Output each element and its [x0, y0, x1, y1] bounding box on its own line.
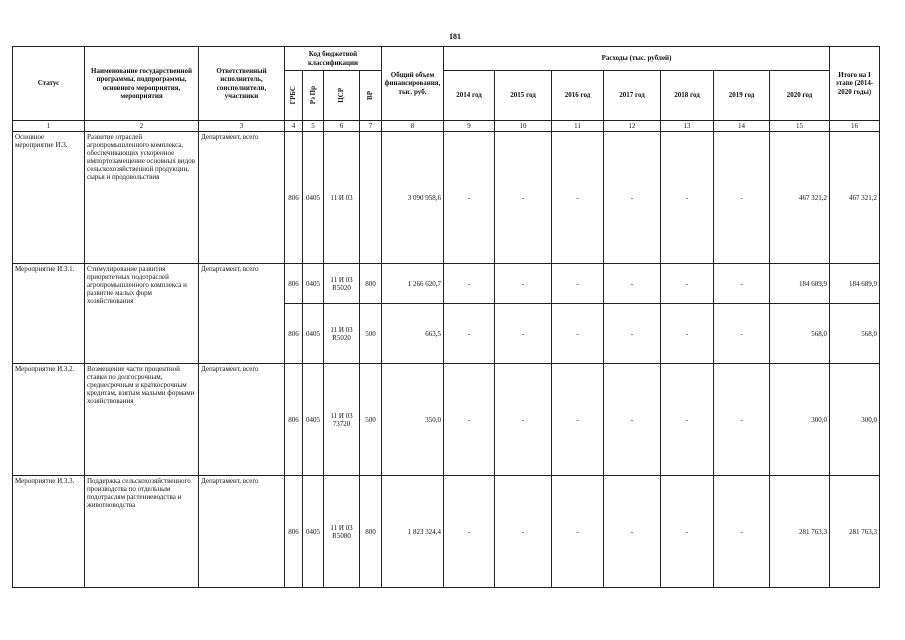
row-grbs: 806 [285, 364, 303, 476]
col-num: 11 [552, 121, 604, 132]
row-responsible: Департамент, всего [199, 264, 285, 364]
row-grbs: 806 [285, 264, 303, 304]
row-rzpr: 0405 [303, 264, 324, 304]
col-num: 9 [444, 121, 495, 132]
header-year-2020: 2020 год [770, 71, 830, 121]
row-responsible: Департамент, всего [199, 132, 285, 264]
col-num: 15 [770, 121, 830, 132]
row-grbs: 806 [285, 304, 303, 364]
row-stage: 184 689,9 [830, 264, 880, 304]
row-vr: 800 [360, 264, 382, 304]
header-year-2017: 2017 год [604, 71, 661, 121]
row-y2016: - [552, 264, 604, 304]
row-y2017: - [604, 364, 661, 476]
col-num: 13 [661, 121, 714, 132]
table-row [13, 364, 880, 476]
row-name: Возмещение части процентной ставки по долгосрочным, среднесрочным и краткосрочным кредитам, взятым малыми формами хозяйствования [85, 364, 199, 476]
row-stage: 568,0 [830, 304, 880, 364]
row-y2017: - [604, 476, 661, 588]
col-num: 16 [830, 121, 880, 132]
table-row [13, 476, 880, 588]
row-name: Поддержка сельскохозяйственного производства по отдельным подотраслям растениеводства и животноводства [85, 476, 199, 588]
page-number: 181 [449, 32, 461, 41]
row-y2016: - [552, 364, 604, 476]
row-responsible: Департамент, всего [199, 364, 285, 476]
row-csr: 11 И 03 R5020 [324, 304, 360, 364]
row-grbs: 806 [285, 476, 303, 588]
table-row [13, 132, 880, 264]
row-name: Стимулирование развития приоритетных подотраслей агропромышленного комплекса и развитие малых форм хозяйствования [85, 264, 199, 364]
row-status: Основное мероприятие И.3. [13, 132, 85, 264]
row-y2017: - [604, 132, 661, 264]
row-y2014: - [444, 364, 495, 476]
header-year-2014: 2014 год [444, 71, 495, 121]
row-y2014: - [444, 264, 495, 304]
header-rzpr: Рз Пр [303, 71, 324, 121]
row-total: 1 266 620,7 [382, 264, 444, 304]
col-num: 6 [324, 121, 360, 132]
row-csr: 11 И 03 [324, 132, 360, 264]
row-y2016: - [552, 304, 604, 364]
col-num: 7 [360, 121, 382, 132]
header-total-volume: Общий объем финансирования, тыс. руб. [382, 47, 444, 121]
row-vr: 500 [360, 304, 382, 364]
row-vr [360, 132, 382, 264]
row-y2017: - [604, 304, 661, 364]
table-row [13, 264, 880, 304]
row-y2020: 300,0 [770, 364, 830, 476]
header-grbs: ГРБС [285, 71, 303, 121]
col-num: 12 [604, 121, 661, 132]
row-y2016: - [552, 132, 604, 264]
row-y2019: - [714, 364, 770, 476]
col-num: 14 [714, 121, 770, 132]
header-expenses: Расходы (тыс. рублей) [444, 47, 830, 71]
row-status: Мероприятие И.3.1. [13, 264, 85, 364]
header-total-stage: Итого на I этапе (2014-2020 годы) [830, 47, 880, 121]
row-y2014: - [444, 476, 495, 588]
row-vr: 800 [360, 476, 382, 588]
header-status: Статус [13, 47, 85, 121]
row-csr: 11 И 03 73720 [324, 364, 360, 476]
header-year-2015: 2015 год [495, 71, 552, 121]
col-num: 8 [382, 121, 444, 132]
col-num: 2 [85, 121, 199, 132]
row-y2016: - [552, 476, 604, 588]
row-csr: 11 И 03 R5020 [324, 264, 360, 304]
row-y2018: - [661, 264, 714, 304]
col-num: 5 [303, 121, 324, 132]
header-csr: ЦСР [324, 71, 360, 121]
row-rzpr: 0405 [303, 476, 324, 588]
col-num: 10 [495, 121, 552, 132]
col-num: 4 [285, 121, 303, 132]
row-y2018: - [661, 132, 714, 264]
row-rzpr: 0405 [303, 364, 324, 476]
row-y2015: - [495, 476, 552, 588]
row-total: 1 823 324,4 [382, 476, 444, 588]
row-stage: 467 321,2 [830, 132, 880, 264]
row-total: 350,0 [382, 364, 444, 476]
header-year-2018: 2018 год [661, 71, 714, 121]
row-y2020: 467 321,2 [770, 132, 830, 264]
row-y2018: - [661, 476, 714, 588]
header-year-2019: 2019 год [714, 71, 770, 121]
row-csr: 11 И 03 R5080 [324, 476, 360, 588]
row-y2015: - [495, 304, 552, 364]
row-status: Мероприятие И.3.3. [13, 476, 85, 588]
row-stage: 281 763,3 [830, 476, 880, 588]
budget-table [12, 46, 880, 588]
row-y2018: - [661, 364, 714, 476]
row-name: Развитие отраслей агропромышленного комплекса, обеспечивающих ускоренное импортозамещение основных видов сельскохозяйственной продукции, сырья и продовольствия [85, 132, 199, 264]
row-y2018: - [661, 304, 714, 364]
header-name: Наименование государственной программы, подпрограммы, основного мероприятия, мероприятия [85, 47, 199, 121]
row-y2020: 568,0 [770, 304, 830, 364]
row-y2020: 281 763,3 [770, 476, 830, 588]
row-vr: 500 [360, 364, 382, 476]
row-y2019: - [714, 476, 770, 588]
row-y2015: - [495, 264, 552, 304]
row-y2017: - [604, 264, 661, 304]
row-y2019: - [714, 264, 770, 304]
row-responsible: Департамент, всего [199, 476, 285, 588]
row-y2015: - [495, 364, 552, 476]
row-rzpr: 0405 [303, 132, 324, 264]
row-y2014: - [444, 304, 495, 364]
row-rzpr: 0405 [303, 304, 324, 364]
header-budget-code: Код бюджетной классификации [285, 47, 382, 71]
row-total: 663,5 [382, 304, 444, 364]
row-y2015: - [495, 132, 552, 264]
row-y2019: - [714, 132, 770, 264]
header-vr: ВР [360, 71, 382, 121]
row-y2014: - [444, 132, 495, 264]
header-year-2016: 2016 год [552, 71, 604, 121]
row-status: Мероприятие И.3.2. [13, 364, 85, 476]
column-number-row [13, 121, 880, 132]
row-grbs: 806 [285, 132, 303, 264]
col-num: 3 [199, 121, 285, 132]
col-num: 1 [13, 121, 85, 132]
header-responsible: Ответственный исполнитель, соисполнители, участники [199, 47, 285, 121]
row-y2019: - [714, 304, 770, 364]
row-y2020: 184 689,9 [770, 264, 830, 304]
row-stage: 300,0 [830, 364, 880, 476]
row-total: 3 090 958,6 [382, 132, 444, 264]
